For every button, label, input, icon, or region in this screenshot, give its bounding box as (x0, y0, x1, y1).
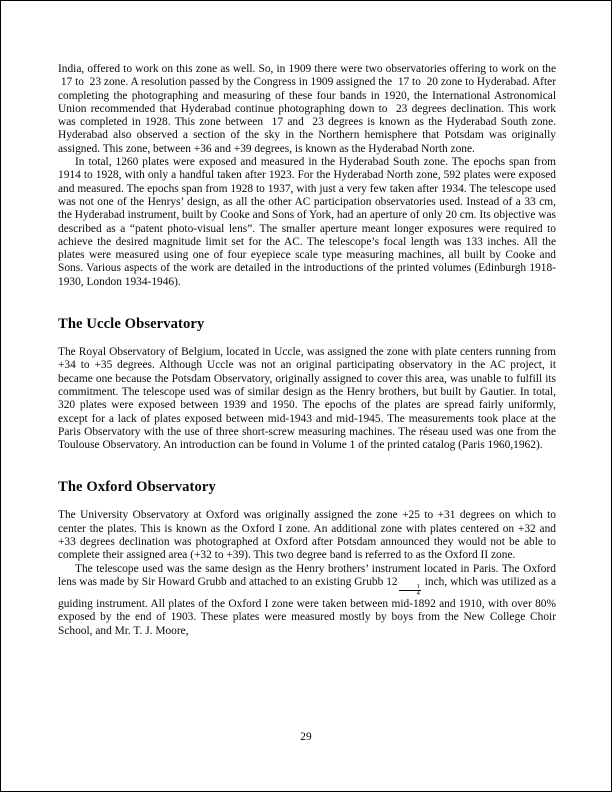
text-block (58, 63, 556, 638)
fraction-denominator: 4 (416, 590, 420, 598)
paragraph-oxford-telescope (58, 563, 556, 638)
paragraph-uccle: The Royal Observatory of Belgium, located in Uccle, was assigned the zone with plate centers running from +34 to +35 degrees. Although Uccle was not an original participating observatory in the AC project, it became one because the Potsdam Observatory, originally assigned to cover this area, was unable to fulfill its commitment. The telescope used was of similar design as the Henry brothers, but built by Gautier. In total, 320 plates were exposed between 1939 and 1950. The epochs of the plates are spread fairly uniformly, except for a lack of plates exposed between mid-1943 and mid-1945. The measurements took place at the Paris Observatory with the use of three short-screw measuring machines. The réseau used was one from the Toulouse Observatory. An introduction can be found in Volume 1 of the printed catalog (Paris 1960,1962). (58, 346, 556, 452)
section-heading-oxford: The Oxford Observatory (58, 479, 216, 496)
section-heading-uccle: The Uccle Observatory (58, 316, 205, 333)
paragraph-hyderabad-plates: In total, 1260 plates were exposed and measured in the Hyderabad South zone. The epochs span from 1914 to 1928, with only a handful taken after 1923. For the Hyderabad North zone, 592 plates were exposed and measured. The epochs span from 1928 to 1937, with just a very few taken after 1934. The telescope used was not one of the Henrys’ design, as all the other AC participation observatories used. Instead of a 33 cm, the Hyderabad instrument, built by Cooke and Sons of York, had an aperture of only 20 cm. Its objective was described as a “patent photo-visual lens”. The smaller aperture meant longer exposures were required to achieve the desired magnitude limit set for the AC. The telescope’s focal length was 133 inches. All the plates were measured using one of four eyepiece scale type measuring machines, all built by Cooke and Sons. Various aspects of the work are detailed in the introductions of the printed volumes (Edinburgh 1918-1930, London 1934-1946). (58, 156, 556, 288)
fraction-one-quarter (399, 584, 421, 598)
page-number: 29 (300, 731, 312, 743)
oxford-telescope-text-after: inch, which was utilized as a guiding instrument. All plates of the Oxford I zone were taken between mid-1892 and 1910, with over 80% exposed by the end of 1903. These plates were measured mostly by boys from the New College Choir School, and Mr. T. J. Moore, (58, 575, 556, 637)
paragraph-hyderabad-continued: India, offered to work on this zone as well. So, in 1909 there were two observatories offering to work on the 17 to 23 zone. A resolution passed by the Congress in 1909 assigned the 17 to 20 zone to Hyderabad. After completing the photographing and measuring of these four bands in 1920, the International Astronomical Union recommended that Hyderabad continue photographing down to 23 degrees declination. This work was completed in 1928. This zone between 17 and 23 degrees is known as the Hyderabad South zone. Hyderabad also observed a section of the sky in the Northern hemisphere that Potsdam was originally assigned. This zone, between +36 and +39 degrees, is known as the Hyderabad North zone. (58, 63, 556, 155)
paragraph-oxford-zones: The University Observatory at Oxford was originally assigned the zone +25 to +31 degrees on which to center the plates. This is known as the Oxford I zone. An additional zone with plates centered on +32 and +33 degrees declination was photographed at Oxford after Potsdam announced they would not be able to complete their assigned area (+32 to +39). This two degree band is referred to as the Oxford II zone. (58, 509, 556, 562)
fraction-numerator: 1 (399, 584, 421, 592)
oxford-telescope-text-before: The telescope used was the same design as the Henry brothers’ instrument located in Paris. The Oxford lens was made by Sir Howard Grubb and attached to an existing Grubb 12 (58, 562, 556, 588)
